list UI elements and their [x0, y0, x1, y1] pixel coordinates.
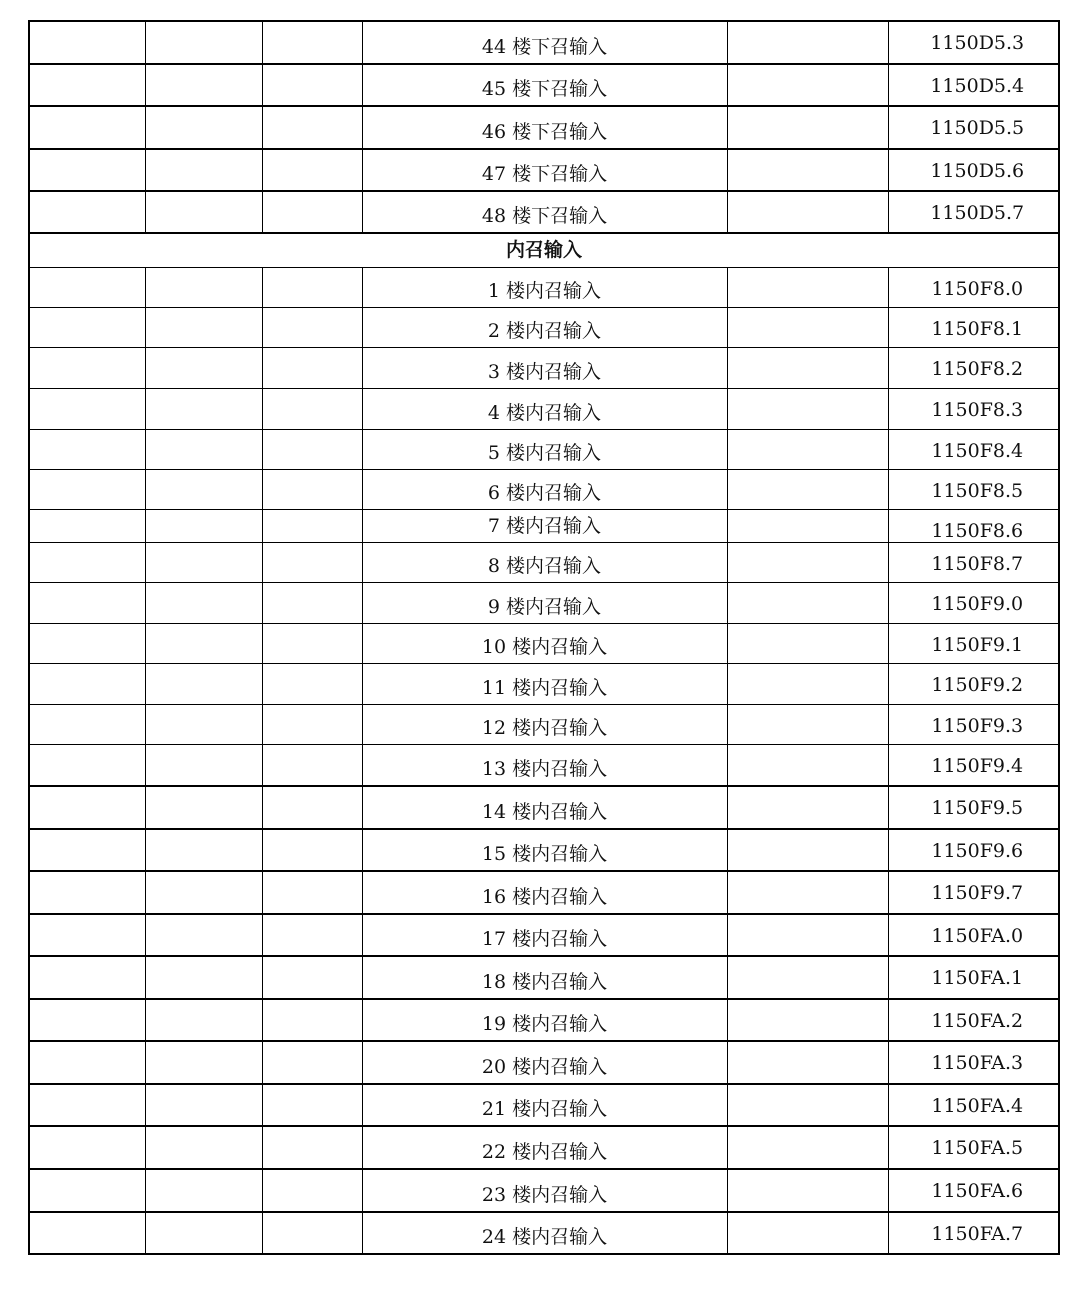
table-row [29, 663, 1059, 704]
empty-cell [29, 582, 145, 623]
table-row [29, 956, 1059, 999]
table-row [29, 1084, 1059, 1126]
empty-cell [262, 704, 362, 744]
empty-cell [727, 307, 888, 347]
empty-cell [727, 1212, 888, 1254]
table-row [29, 191, 1059, 233]
signal-name-cell: 5 楼内召输入 [362, 429, 727, 469]
empty-cell [29, 1212, 145, 1254]
table-row [29, 1212, 1059, 1254]
empty-cell [29, 429, 145, 469]
empty-cell [145, 1126, 262, 1169]
empty-cell [145, 956, 262, 999]
empty-cell [29, 956, 145, 999]
empty-cell [727, 1041, 888, 1084]
empty-cell [727, 347, 888, 388]
table-row [29, 1169, 1059, 1212]
table-row [29, 469, 1059, 509]
empty-cell [262, 1084, 362, 1126]
empty-cell [29, 307, 145, 347]
address-cell: 1150FA.4 [888, 1084, 1059, 1126]
empty-cell [727, 999, 888, 1041]
signal-name-cell: 18 楼内召输入 [362, 956, 727, 999]
empty-cell [727, 623, 888, 663]
address-cell: 1150FA.0 [888, 914, 1059, 956]
empty-cell [727, 469, 888, 509]
address-cell: 1150F8.4 [888, 429, 1059, 469]
empty-cell [29, 542, 145, 582]
table-row [29, 1041, 1059, 1084]
empty-cell [29, 149, 145, 191]
empty-cell [145, 469, 262, 509]
table-row [29, 429, 1059, 469]
empty-cell [262, 307, 362, 347]
signal-name-cell: 47 楼下召输入 [362, 149, 727, 191]
empty-cell [262, 388, 362, 429]
table-row [29, 64, 1059, 106]
address-cell: 1150D5.5 [888, 106, 1059, 149]
empty-cell [262, 509, 362, 542]
empty-cell [262, 956, 362, 999]
empty-cell [145, 509, 262, 542]
table-row [29, 21, 1059, 64]
empty-cell [29, 106, 145, 149]
signal-name-cell: 19 楼内召输入 [362, 999, 727, 1041]
table-row [29, 744, 1059, 786]
empty-cell [727, 582, 888, 623]
empty-cell [145, 1212, 262, 1254]
signal-name-cell: 13 楼内召输入 [362, 744, 727, 786]
empty-cell [262, 744, 362, 786]
address-cell: 1150FA.5 [888, 1126, 1059, 1169]
empty-cell [727, 21, 888, 64]
table-row [29, 509, 1059, 542]
empty-cell [145, 267, 262, 307]
signal-name-cell: 44 楼下召输入 [362, 21, 727, 64]
empty-cell [29, 64, 145, 106]
table-row [29, 704, 1059, 744]
empty-cell [262, 999, 362, 1041]
empty-cell [262, 1126, 362, 1169]
table-row [29, 582, 1059, 623]
empty-cell [262, 623, 362, 663]
signal-name-cell: 22 楼内召输入 [362, 1126, 727, 1169]
empty-cell [262, 663, 362, 704]
signal-name-cell: 15 楼内召输入 [362, 829, 727, 871]
signal-name-cell: 9 楼内召输入 [362, 582, 727, 623]
empty-cell [29, 914, 145, 956]
empty-cell [29, 21, 145, 64]
table-row [29, 829, 1059, 871]
empty-cell [727, 663, 888, 704]
empty-cell [29, 999, 145, 1041]
table-row [29, 347, 1059, 388]
signal-name-cell: 16 楼内召输入 [362, 871, 727, 914]
empty-cell [727, 1084, 888, 1126]
empty-cell [262, 469, 362, 509]
empty-cell [727, 1126, 888, 1169]
signal-name-cell: 11 楼内召输入 [362, 663, 727, 704]
empty-cell [145, 149, 262, 191]
table-row [29, 871, 1059, 914]
empty-cell [727, 191, 888, 233]
signal-name-cell: 2 楼内召输入 [362, 307, 727, 347]
empty-cell [145, 582, 262, 623]
empty-cell [262, 871, 362, 914]
empty-cell [29, 871, 145, 914]
empty-cell [262, 64, 362, 106]
address-cell: 1150FA.7 [888, 1212, 1059, 1254]
empty-cell [145, 1041, 262, 1084]
empty-cell [29, 347, 145, 388]
empty-cell [29, 1126, 145, 1169]
address-cell: 1150D5.3 [888, 21, 1059, 64]
table-row [29, 149, 1059, 191]
table-row [29, 914, 1059, 956]
empty-cell [29, 1084, 145, 1126]
empty-cell [29, 191, 145, 233]
table-row [29, 388, 1059, 429]
table-row [29, 786, 1059, 829]
empty-cell [727, 744, 888, 786]
empty-cell [29, 786, 145, 829]
empty-cell [145, 21, 262, 64]
empty-cell [145, 829, 262, 871]
empty-cell [262, 786, 362, 829]
address-cell: 1150F8.0 [888, 267, 1059, 307]
section-heading-row [29, 233, 1059, 267]
address-cell: 1150F8.5 [888, 469, 1059, 509]
empty-cell [145, 663, 262, 704]
address-cell: 1150F8.2 [888, 347, 1059, 388]
signal-name-cell: 17 楼内召输入 [362, 914, 727, 956]
address-cell: 1150D5.6 [888, 149, 1059, 191]
empty-cell [145, 744, 262, 786]
empty-cell [145, 914, 262, 956]
signal-name-cell: 6 楼内召输入 [362, 469, 727, 509]
empty-cell [262, 914, 362, 956]
empty-cell [145, 388, 262, 429]
empty-cell [262, 191, 362, 233]
address-cell: 1150FA.2 [888, 999, 1059, 1041]
address-cell: 1150D5.7 [888, 191, 1059, 233]
empty-cell [145, 347, 262, 388]
signal-name-cell: 3 楼内召输入 [362, 347, 727, 388]
empty-cell [727, 704, 888, 744]
signal-name-cell: 14 楼内召输入 [362, 786, 727, 829]
signal-name-cell: 7 楼内召输入 [362, 509, 727, 542]
empty-cell [727, 509, 888, 542]
table-row [29, 999, 1059, 1041]
empty-cell [262, 1212, 362, 1254]
empty-cell [727, 542, 888, 582]
empty-cell [727, 1169, 888, 1212]
empty-cell [727, 829, 888, 871]
empty-cell [29, 469, 145, 509]
table-row [29, 267, 1059, 307]
signal-name-cell: 45 楼下召输入 [362, 64, 727, 106]
empty-cell [727, 914, 888, 956]
empty-cell [29, 744, 145, 786]
empty-cell [727, 64, 888, 106]
address-cell: 1150F9.4 [888, 744, 1059, 786]
address-cell: 1150F9.1 [888, 623, 1059, 663]
address-cell: 1150F9.3 [888, 704, 1059, 744]
empty-cell [29, 829, 145, 871]
table-row [29, 542, 1059, 582]
signal-name-cell: 21 楼内召输入 [362, 1084, 727, 1126]
empty-cell [29, 509, 145, 542]
empty-cell [29, 388, 145, 429]
empty-cell [29, 663, 145, 704]
signal-name-cell: 1 楼内召输入 [362, 267, 727, 307]
table-row [29, 623, 1059, 663]
table-row [29, 106, 1059, 149]
address-cell: 1150F9.0 [888, 582, 1059, 623]
empty-cell [262, 582, 362, 623]
empty-cell [727, 149, 888, 191]
signal-name-cell: 12 楼内召输入 [362, 704, 727, 744]
empty-cell [262, 106, 362, 149]
empty-cell [29, 267, 145, 307]
table-row [29, 307, 1059, 347]
empty-cell [145, 64, 262, 106]
empty-cell [145, 1169, 262, 1212]
signal-name-cell: 46 楼下召输入 [362, 106, 727, 149]
empty-cell [262, 149, 362, 191]
empty-cell [145, 871, 262, 914]
io-address-table [28, 20, 1060, 1255]
address-cell: 1150F8.1 [888, 307, 1059, 347]
address-cell: 1150F9.2 [888, 663, 1059, 704]
empty-cell [145, 191, 262, 233]
empty-cell [145, 1084, 262, 1126]
empty-cell [727, 956, 888, 999]
empty-cell [29, 704, 145, 744]
address-cell: 1150F8.3 [888, 388, 1059, 429]
empty-cell [262, 21, 362, 64]
address-cell: 1150F8.7 [888, 542, 1059, 582]
signal-name-cell: 48 楼下召输入 [362, 191, 727, 233]
empty-cell [262, 347, 362, 388]
empty-cell [145, 429, 262, 469]
empty-cell [29, 1041, 145, 1084]
empty-cell [145, 623, 262, 663]
empty-cell [145, 307, 262, 347]
section-heading: 内召输入 [29, 233, 1059, 267]
empty-cell [727, 871, 888, 914]
address-cell: 1150F9.5 [888, 786, 1059, 829]
empty-cell [727, 106, 888, 149]
signal-name-cell: 10 楼内召输入 [362, 623, 727, 663]
signal-name-cell: 24 楼内召输入 [362, 1212, 727, 1254]
empty-cell [29, 1169, 145, 1212]
address-cell: 1150D5.4 [888, 64, 1059, 106]
signal-name-cell: 8 楼内召输入 [362, 542, 727, 582]
empty-cell [262, 829, 362, 871]
address-cell: 1150F9.7 [888, 871, 1059, 914]
empty-cell [145, 999, 262, 1041]
empty-cell [145, 786, 262, 829]
table-body [29, 21, 1059, 1254]
table-row [29, 1126, 1059, 1169]
empty-cell [727, 786, 888, 829]
empty-cell [262, 542, 362, 582]
address-cell: 1150F8.6 [888, 509, 1059, 542]
empty-cell [145, 542, 262, 582]
empty-cell [262, 1169, 362, 1212]
empty-cell [262, 267, 362, 307]
signal-name-cell: 23 楼内召输入 [362, 1169, 727, 1212]
empty-cell [727, 388, 888, 429]
empty-cell [145, 106, 262, 149]
empty-cell [727, 267, 888, 307]
signal-name-cell: 20 楼内召输入 [362, 1041, 727, 1084]
signal-name-cell: 4 楼内召输入 [362, 388, 727, 429]
empty-cell [262, 1041, 362, 1084]
address-cell: 1150F9.6 [888, 829, 1059, 871]
empty-cell [145, 704, 262, 744]
empty-cell [29, 623, 145, 663]
address-cell: 1150FA.1 [888, 956, 1059, 999]
empty-cell [727, 429, 888, 469]
address-cell: 1150FA.3 [888, 1041, 1059, 1084]
address-cell: 1150FA.6 [888, 1169, 1059, 1212]
empty-cell [262, 429, 362, 469]
